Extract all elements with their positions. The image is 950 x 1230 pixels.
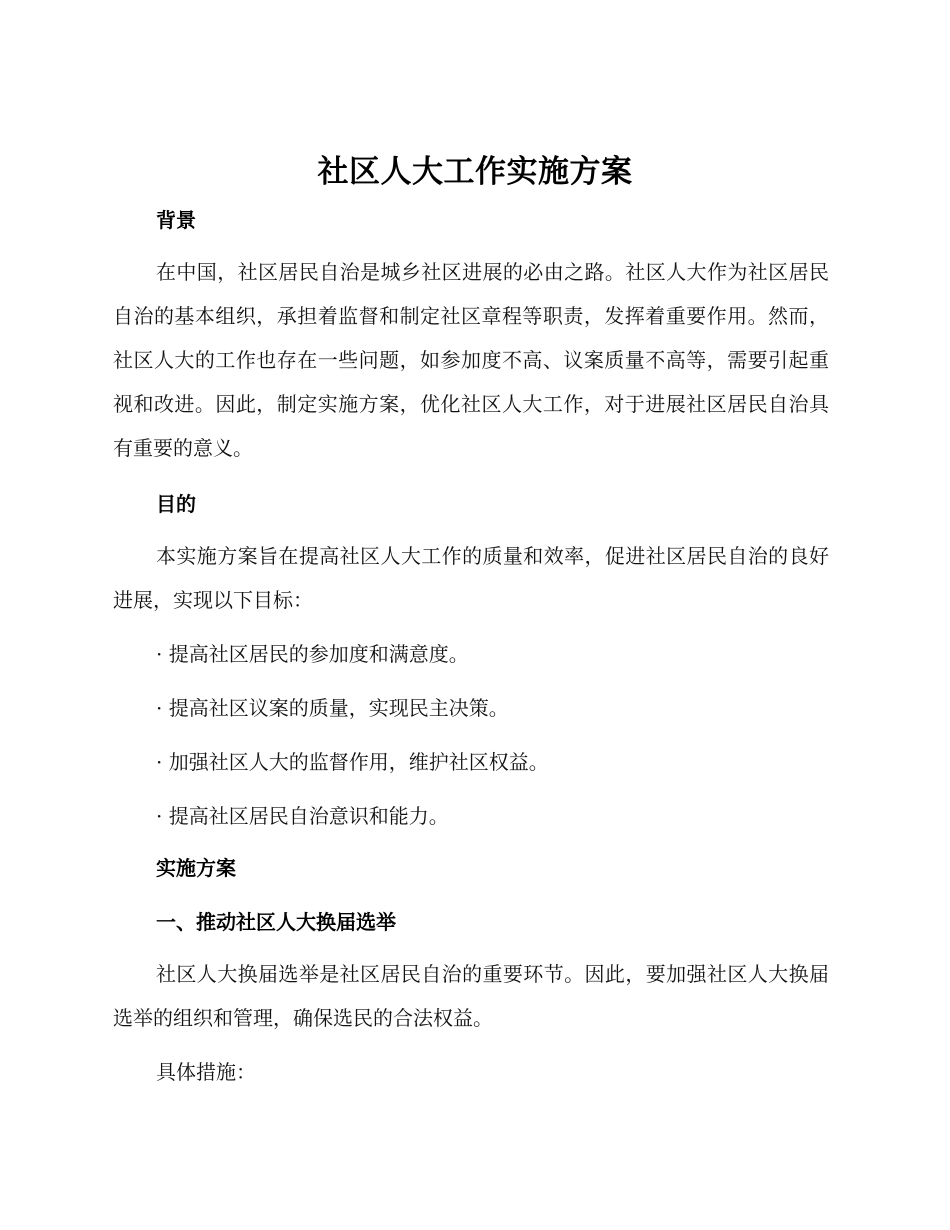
list-item: · 提高社区居民的参加度和满意度。	[156, 642, 469, 666]
section-heading-background: 背景	[156, 208, 196, 232]
section-heading-purpose: 目的	[156, 492, 196, 516]
election-paragraph: 社区人大换届选举是社区居民自治的重要环节。因此，要加强社区人大换届选举的组织和管理，确保选民的合法权益。	[113, 962, 829, 1030]
measures-label: 具体措施：	[156, 1060, 256, 1084]
list-item: · 提高社区议案的质量，实现民主决策。	[156, 696, 509, 720]
list-item: · 加强社区人大的监督作用，维护社区权益。	[156, 750, 549, 774]
document-body	[113, 200, 829, 1094]
purpose-paragraph: 本实施方案旨在提高社区人大工作的质量和效率，促进社区居民自治的良好进展，实现以下目标：	[113, 544, 829, 612]
subsection-heading-election: 一、推动社区人大换届选举	[156, 910, 396, 934]
list-item: · 提高社区居民自治意识和能力。	[156, 804, 449, 828]
background-paragraph: 在中国，社区居民自治是城乡社区进展的必由之路。社区人大作为社区居民自治的基本组织，承担着监督和制定社区章程等职责，发挥着重要作用。然而，社区人大的工作也存在一些问题，如参加度不高、议案质量不高等，需要引起重视和改进。因此，制定实施方案，优化社区人大工作，对于进展社区居民自治具有重要的意义。	[113, 260, 829, 460]
document-title: 社区人大工作实施方案	[317, 154, 633, 190]
section-heading-plan: 实施方案	[156, 856, 236, 880]
